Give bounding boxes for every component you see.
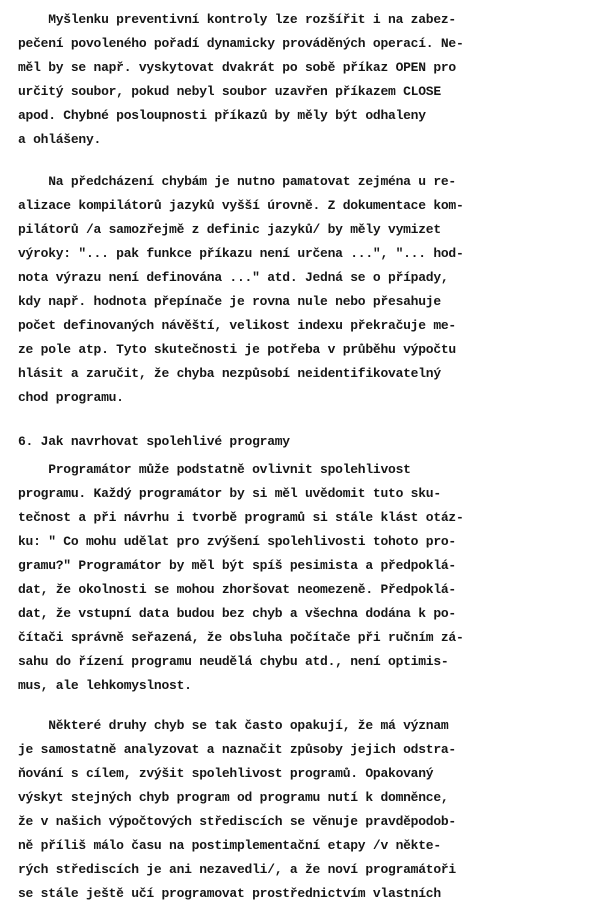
text-line: ze pole atp. Tyto skutečnosti je potřeba v průběhu výpočtu bbox=[18, 342, 456, 357]
text-line: ňování s cílem, zvýšit spolehlivost programů. Opakovaný bbox=[18, 766, 434, 781]
text-line: že v našich výpočtových střediscích se věnuje pravděpodob- bbox=[18, 814, 456, 829]
text-line: rých střediscích je ani nezavedli/, a že noví programátoři bbox=[18, 862, 456, 877]
text-line: výskyt stejných chyb program od programu nutí k domněnce, bbox=[18, 790, 449, 805]
section-heading: 6. Jak navrhovat spolehlivé programy bbox=[18, 434, 290, 449]
text-line: Některé druhy chyb se tak často opakují, že má význam bbox=[18, 718, 449, 733]
text-line: a ohlášeny. bbox=[18, 132, 102, 147]
text-line: kdy např. hodnota přepínače je rovna nule nebo přesahuje bbox=[18, 294, 441, 309]
text-line: hlásit a zaručit, že chyba nezpůsobí neidentifikovatelný bbox=[18, 366, 441, 381]
text-line: ně příliš málo času na postimplementační etapy /v někte- bbox=[18, 838, 441, 853]
text-line: chod programu. bbox=[18, 390, 124, 405]
text-line: výroky: "... pak funkce příkazu není určena ...", "... hod- bbox=[18, 246, 464, 261]
text-line: Programátor může podstatně ovlivnit spolehlivost bbox=[18, 462, 411, 477]
text-line: apod. Chybné posloupnosti příkazů by měly být odhaleny bbox=[18, 108, 426, 123]
text-line: pečení povoleného pořadí dynamicky prováděných operací. Ne- bbox=[18, 36, 464, 51]
text-line: tečnost a při návrhu i tvorbě programů si stále klást otáz- bbox=[18, 510, 464, 525]
text-line: dat, že okolnosti se mohou zhoršovat neomezeně. Předpoklá- bbox=[18, 582, 456, 597]
text-line: alizace kompilátorů jazyků vyšší úrovně. Z dokumentace kom- bbox=[18, 198, 464, 213]
text-line: gramu?" Programátor by měl být spíš pesimista a předpoklá- bbox=[18, 558, 456, 573]
text-line: počet definovaných návěští, velikost indexu překračuje me- bbox=[18, 318, 456, 333]
text-line: nota výrazu není definována ..." atd. Jedná se o případy, bbox=[18, 270, 449, 285]
text-line: ku: " Co mohu udělat pro zvýšení spolehlivosti tohoto pro- bbox=[18, 534, 456, 549]
text-line: čítači správně seřazená, že obsluha počítače při ručním zá- bbox=[18, 630, 464, 645]
text-line: programu. Každý programátor by si měl uvědomit tuto sku- bbox=[18, 486, 441, 501]
text-line: pilátorů /a samozřejmě z definic jazyků/ by měly vymizet bbox=[18, 222, 441, 237]
text-line: měl by se např. vyskytovat dvakrát po sobě příkaz OPEN pro bbox=[18, 60, 456, 75]
text-line: je samostatně analyzovat a naznačit způsoby jejich odstra- bbox=[18, 742, 456, 757]
text-line: sahu do řízení programu neudělá chybu atd., není optimis- bbox=[18, 654, 449, 669]
text-line: Myšlenku preventivní kontroly lze rozšířit i na zabez- bbox=[18, 12, 456, 27]
text-line: mus, ale lehkomyslnost. bbox=[18, 678, 192, 693]
text-line: dat, že vstupní data budou bez chyb a všechna dodána k po- bbox=[18, 606, 456, 621]
text-line: Na předcházení chybám je nutno pamatovat zejména u re- bbox=[18, 174, 456, 189]
text-line: se stále ještě učí programovat prostřednictvím vlastních bbox=[18, 886, 441, 901]
text-line: určitý soubor, pokud nebyl soubor uzavřen příkazem CLOSE bbox=[18, 84, 441, 99]
